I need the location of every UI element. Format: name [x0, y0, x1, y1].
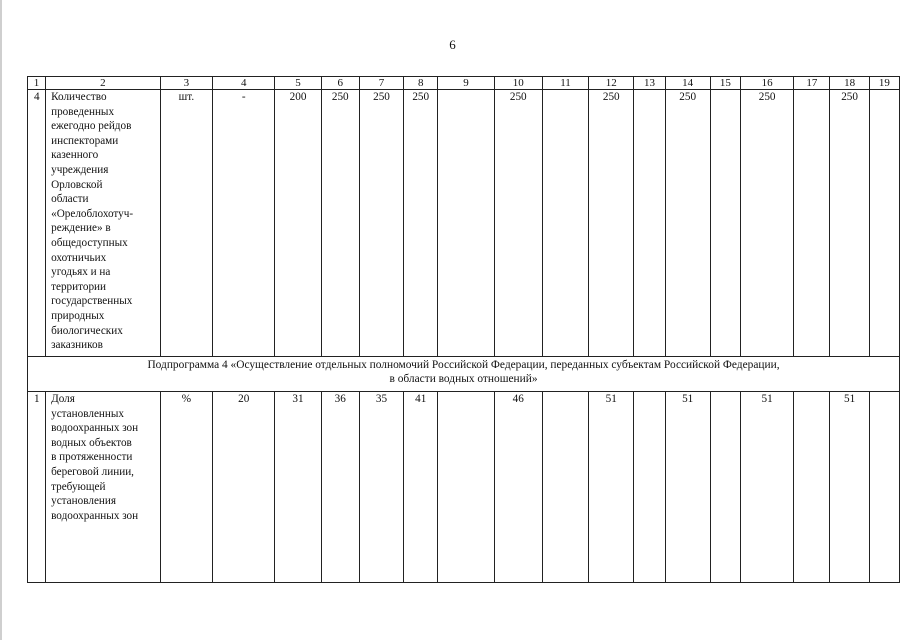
- column-number: 14: [665, 77, 710, 90]
- value-cell: 51: [740, 392, 793, 583]
- value-cell: [634, 90, 665, 357]
- page-number: 6: [449, 37, 456, 52]
- column-number: 12: [589, 77, 634, 90]
- column-number-row: [28, 77, 900, 90]
- value-cell: 35: [359, 392, 403, 583]
- column-number: 16: [740, 77, 793, 90]
- value-cell: 250: [404, 90, 438, 357]
- value-cell: 250: [740, 90, 793, 357]
- column-number: 19: [869, 77, 899, 90]
- subprogram-row: [28, 357, 900, 392]
- value-cell: 41: [404, 392, 438, 583]
- value-cell: 36: [321, 392, 359, 583]
- row-number: 1: [28, 392, 46, 583]
- indicator-name: Доля установленных водоохранных зон водных объектов в протяженности береговой линии, требующей установления водоохранных зон: [46, 392, 161, 583]
- column-number: 11: [542, 77, 588, 90]
- column-number: 9: [438, 77, 494, 90]
- value-cell: 250: [665, 90, 710, 357]
- column-number: 10: [494, 77, 542, 90]
- indicator-name: Количество проведенных ежегодно рейдов инспекторами казенного учреждения Орловской области «Орелоблохотуч- реждение» в общедоступных охотничьих угодьях и на территории государственных природных биологических заказников: [46, 90, 161, 357]
- indicators-table: [27, 76, 900, 583]
- value-cell: 250: [589, 90, 634, 357]
- value-cell: 250: [321, 90, 359, 357]
- table-row: [28, 392, 900, 583]
- column-number: 6: [321, 77, 359, 90]
- value-cell: -: [213, 90, 275, 357]
- column-number: 18: [830, 77, 869, 90]
- value-cell: 31: [275, 392, 321, 583]
- subprogram-title: Подпрограмма 4 «Осуществление отдельных полномочий Российской Федерации, переданных субъектам Российской Федерации, в области водных отношений»: [28, 357, 900, 392]
- value-cell: [542, 392, 588, 583]
- value-cell: 250: [494, 90, 542, 357]
- value-cell: [634, 392, 665, 583]
- column-number: 2: [46, 77, 161, 90]
- column-number: 5: [275, 77, 321, 90]
- value-cell: 51: [665, 392, 710, 583]
- unit-cell: %: [160, 392, 212, 583]
- value-cell: [542, 90, 588, 357]
- value-cell: [438, 392, 494, 583]
- value-cell: 250: [830, 90, 869, 357]
- value-cell: [794, 90, 830, 357]
- value-cell: [438, 90, 494, 357]
- unit-cell: шт.: [160, 90, 212, 357]
- column-number: 3: [160, 77, 212, 90]
- value-cell: [869, 392, 899, 583]
- value-cell: 46: [494, 392, 542, 583]
- value-cell: [794, 392, 830, 583]
- column-number: 7: [359, 77, 403, 90]
- value-cell: [710, 392, 740, 583]
- column-number: 13: [634, 77, 665, 90]
- column-number: 8: [404, 77, 438, 90]
- value-cell: 20: [213, 392, 275, 583]
- row-number: 4: [28, 90, 46, 357]
- table-row: [28, 90, 900, 357]
- column-number: 15: [710, 77, 740, 90]
- value-cell: 250: [359, 90, 403, 357]
- value-cell: 51: [830, 392, 869, 583]
- column-number: 4: [213, 77, 275, 90]
- value-cell: [869, 90, 899, 357]
- value-cell: 51: [589, 392, 634, 583]
- page-left-edge: [0, 0, 2, 640]
- column-number: 17: [794, 77, 830, 90]
- value-cell: 200: [275, 90, 321, 357]
- value-cell: [710, 90, 740, 357]
- column-number: 1: [28, 77, 46, 90]
